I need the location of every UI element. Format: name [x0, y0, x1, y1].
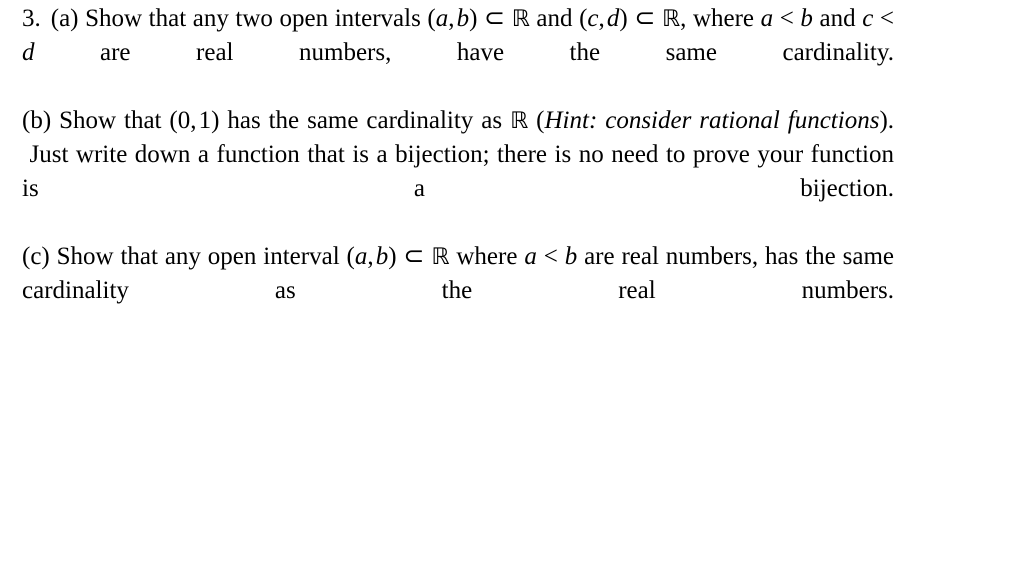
problem-part-c: (c) Show that any open interval (a, b) ⊂ ℝ where a < b are real numbers, has the same cardinality as the real numbers.	[22, 243, 895, 304]
part-a-label: (a)	[50, 5, 79, 32]
problem-part-b: (b) Show that (0, 1) has the same cardinality as ℝ (Hint: consider rational functions). Just write down a function that is a bijection; there is no need to prove your function is a bijection.	[22, 107, 895, 202]
problem-number: 3.	[22, 5, 41, 32]
part-b-hint: Hint: consider rational functions	[544, 107, 880, 134]
part-c-label: (c)	[22, 243, 50, 270]
problem-part-a: 3. (a) Show that any two open intervals (a, b) ⊂ ℝ and (c, d) ⊂ ℝ, where a < b and c < d are real numbers, have the same cardinality.	[22, 5, 895, 66]
problem-block	[22, 2, 894, 342]
part-b-label: (b)	[22, 107, 52, 134]
